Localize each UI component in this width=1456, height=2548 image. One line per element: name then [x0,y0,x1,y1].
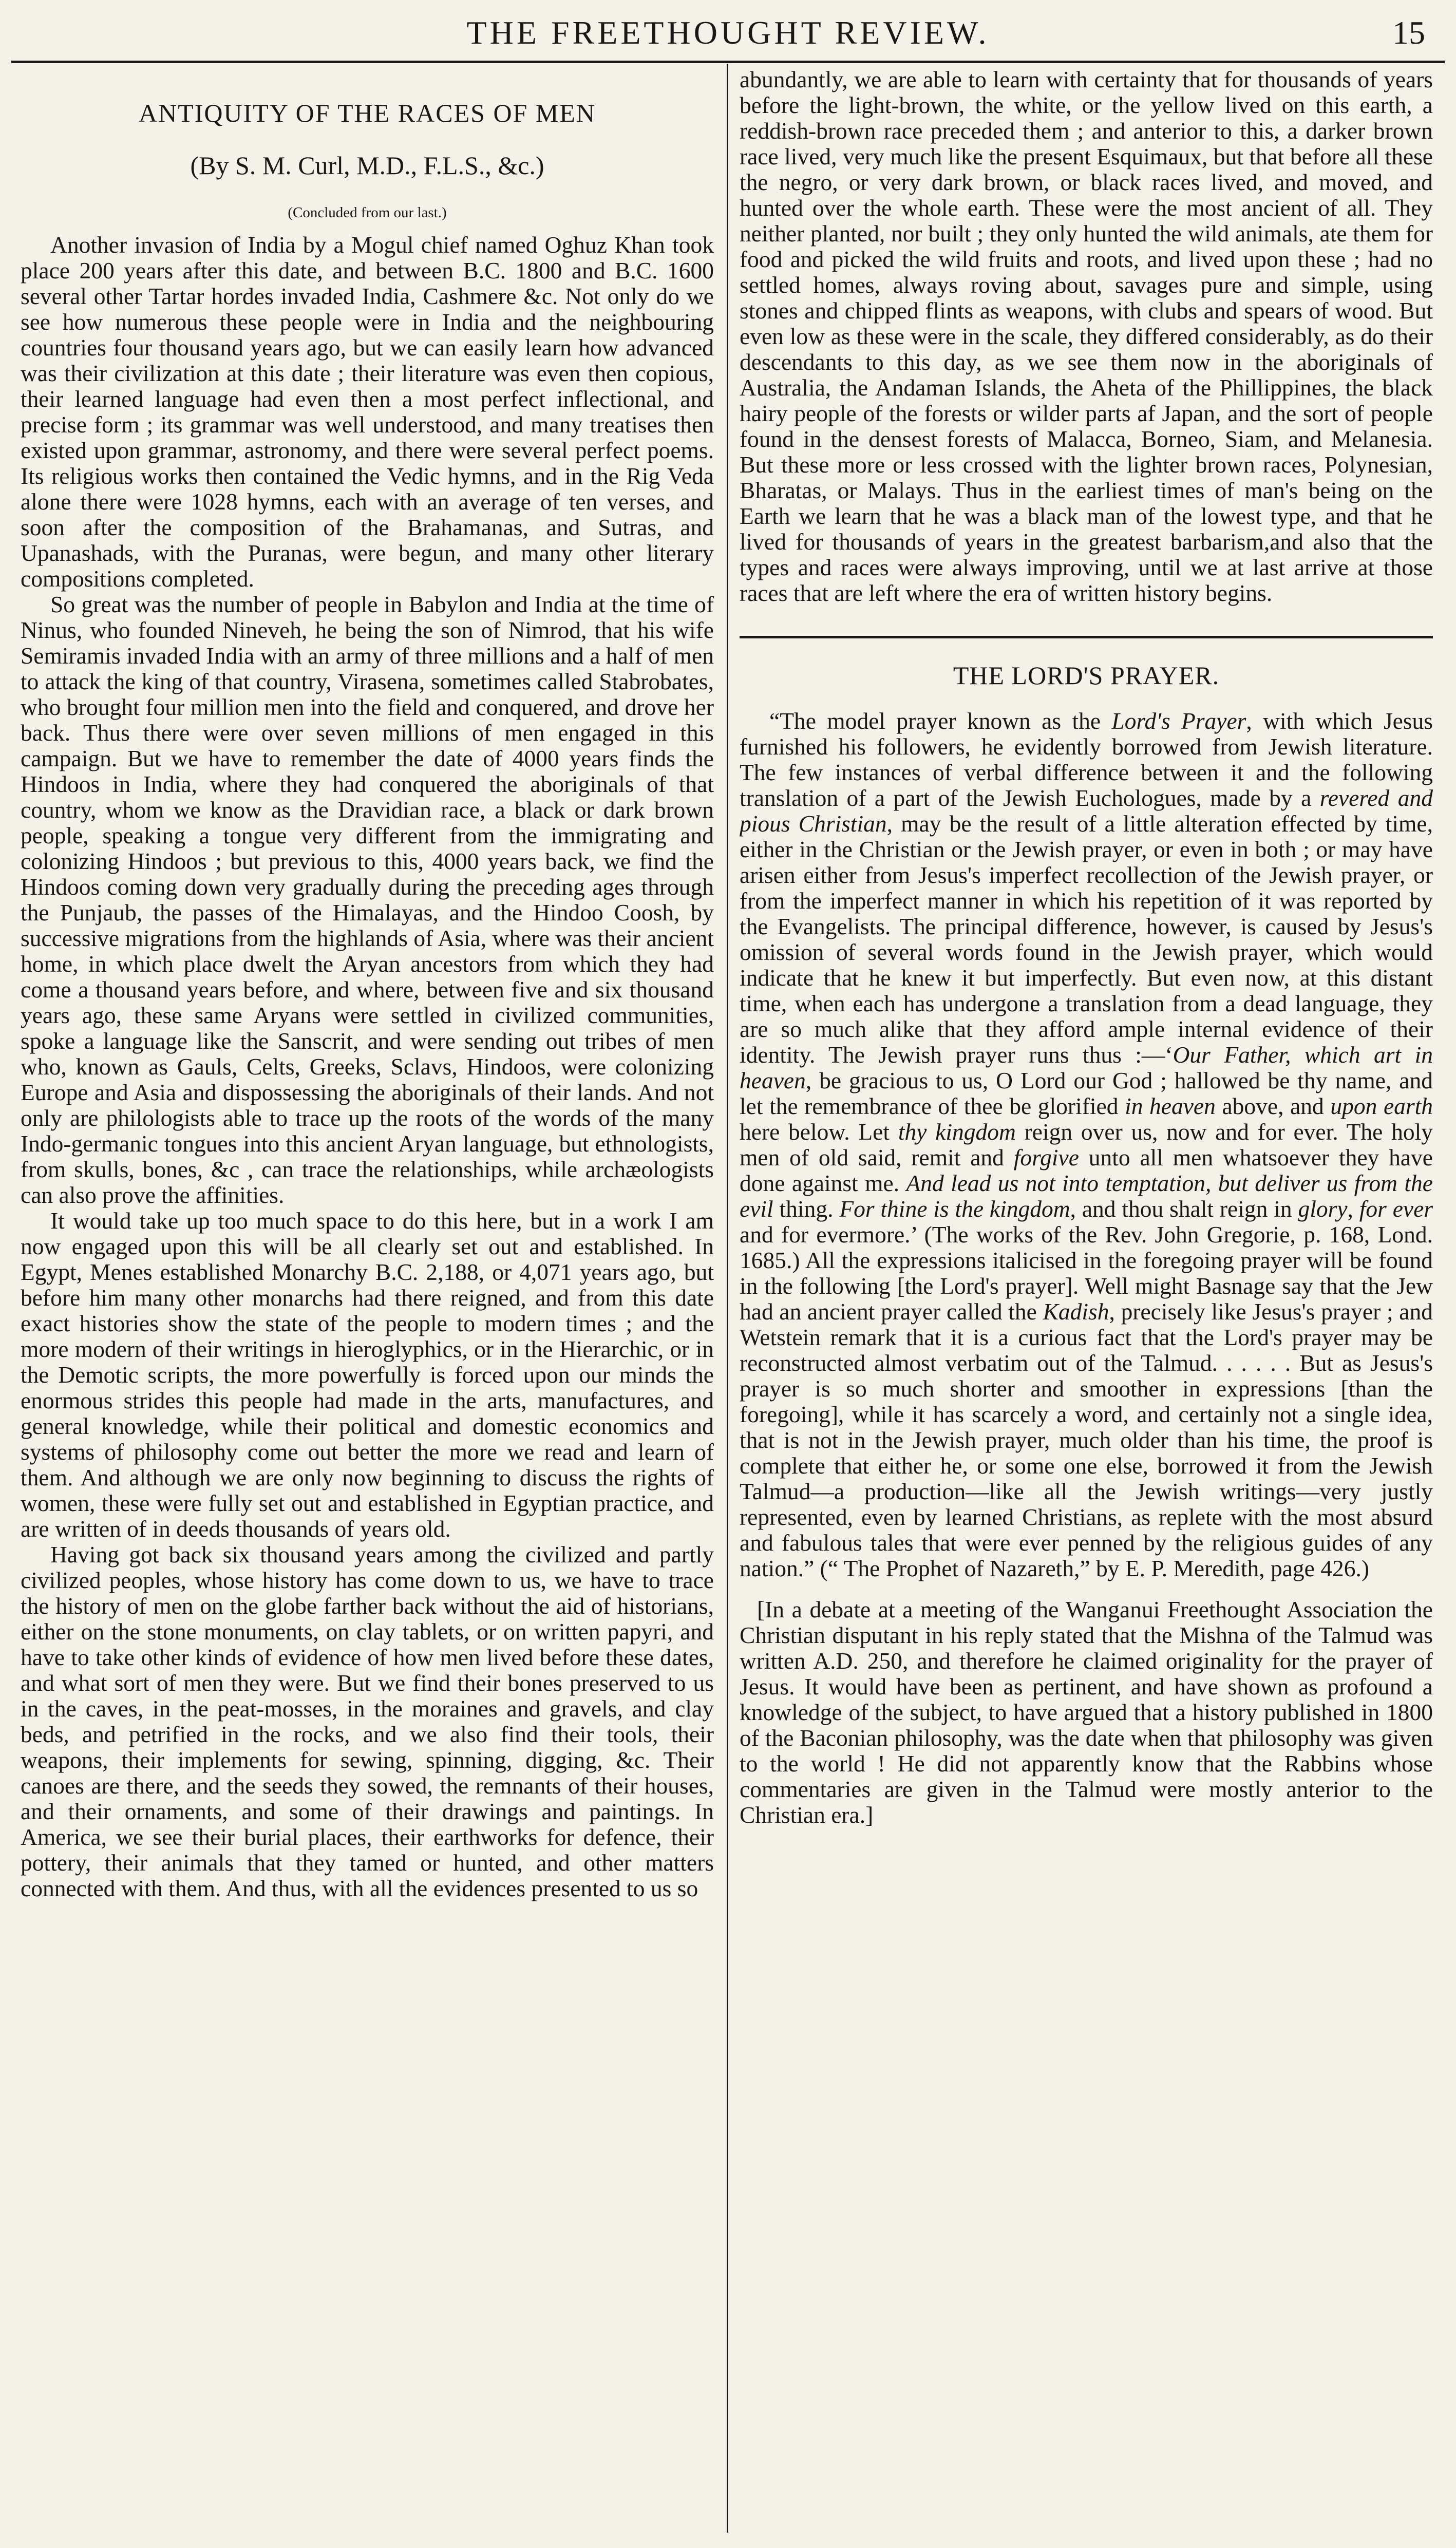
right-column [740,67,1433,2533]
article-title: ANTIQUITY OF THE RACES OF MEN [139,99,596,127]
header-rule [11,61,1445,63]
article-continuation: abundantly, we are able to learn with certainty that for thousands of years before the light-brown, the white, or the yellow lived on this earth, a reddish-brown race preceded them ; and anterior to this, a darker brown race lived, very much like the present Esquimaux, but that before all these the negro, or very dark brown, or black races lived, and moved, and hunted over the whole earth. These were the most ancient of all. They neither planted, nor built ; they only hunted the wild animals, ate them for food and picked the wild fruits and roots, and lived upon these ; had no settled homes, always roving about, savages pure and simple, using stones and chipped flints as weapons, with clubs and spears of wood. But even low as these were in the scale, they differed considerably, as do their descendants to this day, as we see them now in the aboriginals of Australia, the Andaman Islands, the Aheta of the Phillippines, the black hairy people of the forests or wilder parts af Japan, and the sort of people found in the densest forests of Malacca, Borneo, Siam, and Melanesia. But these more or less crossed with the lighter brown races, Polynesian, Bharatas, or Malays. Thus in the earliest times of man's being on the Earth we learn that he was a black man of the lowest type, and that he lived for thousands of years in the greatest barbarism,and also that the types and races were always improving, until we at last arrive at those races that are left where the era of written history begins. [740,67,1433,606]
paragraph: So great was the number of people in Babylon and India at the time of Ninus, who founded Nineveh, he being the son of Nimrod, that his wife Semiramis invaded India with an army of three millions and a half of men to attack the king of that country, Virasena, sometimes called Stabrobates, who brought four million men into the field and conquered, and drove her back. Thus there were over seven millions of men engaged in this campaign. But we have to remember the date of 4000 years finds the Hindoos in India, where they had conquered the aboriginals of that country, whom we know as the Dravidian race, a black or dark brown people, speaking a tongue very different from the immigrating and colonizing Hindoos ; but previous to this, 4000 years back, we find the Hindoos coming down very gradually during the preceding ages through the Punjaub, the passes of the Himalayas, and the Hindoo Coosh, by successive migrations from the highlands of Asia, where was their ancient home, in which place dwelt the Aryan ancestors from which they had come a thousand years before, and where, between five and six thousand years ago, these same Aryans were settled in civilized communities, spoke a language like the Sanscrit, and were sending out tribes of men who, known as Gauls, Celts, Greeks, Sclavs, Hindoos, were colonizing Europe and Asia and dispossessing the aboriginals of their lands. And not only are philologists able to trace up the roots of the words of the many Indo-germanic tongues into this ancient Aryan language, but ethnologists, from skulls, bones, &c , can trace the relationships, while archæologists can also prove the affinities. [21,591,714,1208]
masthead: THE FREETHOUGHT REVIEW. [466,14,990,51]
lords-prayer-paragraph: “The model prayer known as the Lord's Prayer, with which Jesus furnished his followers, he evidently borrowed from Jewish literature. The few instances of verbal difference between it and the following translation of a part of the Jewish Euchologues, made by a revered and pious Christian, may be the result of a little alteration effected by time, either in the Christian or the Jewish prayer, or even in both ; or may have arisen either from Jesus's imperfect recollection of the Jewish prayer, or from the imperfect manner in which his repetition of it was reported by the Evangelists. The principal difference, however, is caused by Jesus's omission of several words found in the Jewish prayer, which would indicate that he knew it but imperfectly. But even now, at this distant time, when each has undergone a translation from a dead language, they are so much alike that they afford ample internal evidence of their identity. The Jewish prayer runs thus :—‘Our Father, which art in heaven, be gracious to us, O Lord our God ; hallowed be thy name, and let the remembrance of thee be glorified in heaven above, and upon earth here below. Let thy kingdom reign over us, now and for ever. The holy men of old said, remit and forgive unto all men whatsoever they have done against me. And lead us not into temptation, but deliver us from the evil thing. For thine is the kingdom, and thou shalt reign in glory, for ever and for evermore.’ (The works of the Rev. John Gregorie, p. 168, Lond. 1685.) All the expressions italicised in the foregoing prayer will be found in the following [the Lord's prayer]. Well might Basnage say that the Jew had an ancient prayer called the Kadish, precisely like Jesus's prayer ; and Wetstein remark that it is a curious fact that the Lord's prayer may be reconstructed almost verbatim out of the Talmud. . . . . . But as Jesus's prayer is so much shorter and smoother in expressions [than the foregoing], while it has scarcely a word, and certainly not a single idea, that is not in the Jewish prayer, much older than his time, the proof is complete that either he, or some one else, borrowed it from the Jewish Talmud—a production—like all the Jewish writings—very justly represented, even by learned Christians, as replete with the most absurd and fabulous tales that were ever penned by the religious guides of any nation.” (“ The Prophet of Nazareth,” by E. P. Meredith, page 426.) [740,708,1433,1581]
article-byline: (By S. M. Curl, M.D., F.L.S., &c.) [190,151,544,180]
paragraph: Having got back six thousand years among the civilized and partly civilized peoples, whose history has come down to us, we have to trace the history of men on the globe farther back without the aid of historians, either on the stone monuments, on clay tablets, or on written papyri, and have to take other kinds of evidence of how men lived before these dates, and what sort of men they were. But we find their bones preserved to us in the caves, in the peat-mosses, in the moraines and gravels, and clay beds, and petrified in the rocks, and we also find their tools, their weapons, their implements for sewing, spinning, digging, &c. Their canoes are there, and the seeds they sowed, the remnants of their houses, and their ornaments, and some of their drawings and paintings. In America, we see their burial places, their earthworks for defence, their pottery, their animals that they tamed or hunted, and other matters connected with them. And thus, with all the evidences presented to us so [21,1541,714,1901]
editorial-note: [In a debate at a meeting of the Wanganui Freethought Association the Christian disputant in his reply stated that the Mishna of the Talmud was written A.D. 250, and therefore he claimed originality for the prayer of Jesus. It would have been as pertinent, and have shown as profound a knowledge of the subject, to have argued that a history published in 1800 of the Baconian philosophy, was the date when that philosophy was given to the world ! He did not apparently know that the Rabbins whose commentaries are given in the Talmud were mostly anterior to the Christian era.] [740,1596,1433,1828]
column-divider [727,64,728,2533]
paragraph: It would take up too much space to do this here, but in a work I am now engaged upon this will be all clearly set out and established. In Egypt, Menes established Monarchy B.C. 2,188, or 4,071 years ago, but before him many other monarchs had there reigned, and from this date exact histories show the state of the people to modern times ; and the more modern of their writings in hieroglyphics, or in the Hierarchic, or in the Demotic scripts, the more powerfully is forced upon our minds the enormous strides this people had made in the arts, manufactures, and general knowledge, while their political and domestic economics and systems of philosophy come out better the more we read and learn of them. And although we are only now beginning to discuss the rights of women, these were fully set out and established in Egyptian practice, and are written of in deeds thousands of years old. [21,1207,714,1542]
page-header [0,0,1456,62]
left-column [21,67,714,2533]
continuation-note: (Concluded from our last.) [288,204,447,221]
paragraph: Another invasion of India by a Mogul chief named Oghuz Khan took place 200 years after this date, and between B.C. 1800 and B.C. 1600 several other Tartar hordes invaded India, Cashmere &c. Not only do we see how numerous these people were in India and the neighbouring countries four thousand years ago, but we can easily learn how advanced was their civilization at this date ; their literature was even then copious, their learned language had even then a most perfect inflectional, and precise form ; its grammar was well understood, and many treatises then existed upon grammar, astronomy, and there were several perfect poems. Its religious works then contained the Vedic hymns, and in the Rig Veda alone there were 1028 hymns, each with an average of ten verses, and soon after the composition of the Brahamanas, and Sutras, and Upanashads, with the Puranas, were begun, and many other literary compositions completed. [21,232,714,592]
article-title-lords-prayer: THE LORD'S PRAYER. [953,661,1220,690]
section-rule [740,636,1433,638]
page-number: 15 [1392,14,1425,51]
